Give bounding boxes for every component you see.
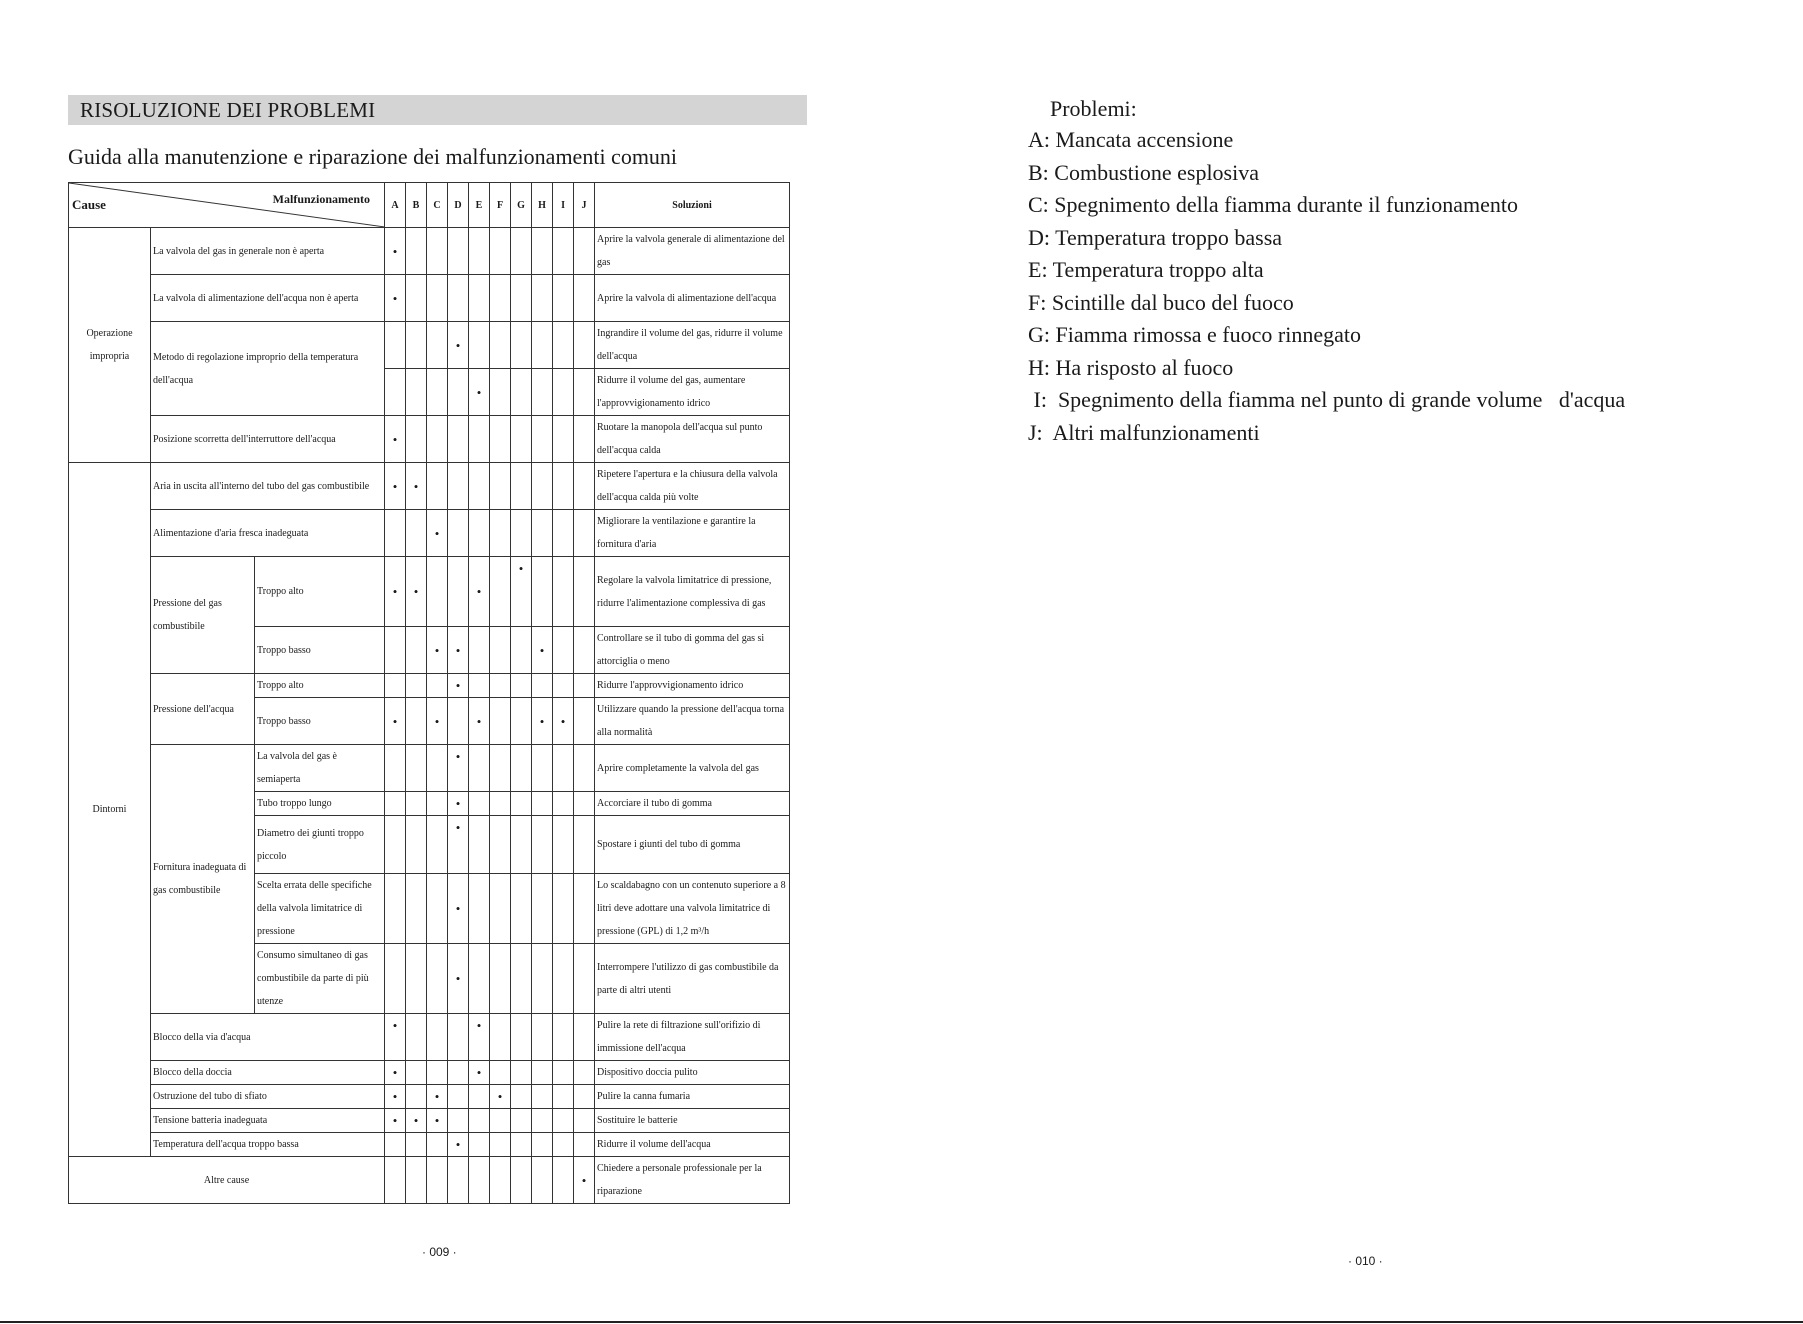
header-letter: B [406, 183, 427, 228]
header-letter: A [385, 183, 406, 228]
cause-gas-pressure: Pressione del gas combustibile [151, 557, 255, 674]
marker-dot: • [469, 1061, 490, 1085]
table-row [69, 557, 790, 627]
cause-cell: Ostruzione del tubo di sfiato [151, 1085, 385, 1109]
table-row [69, 1133, 790, 1157]
cause-water-pressure: Pressione dell'acqua [151, 674, 255, 745]
other-causes: Altre cause [69, 1157, 385, 1204]
table-row [69, 745, 790, 792]
header-solutions: Soluzioni [595, 183, 790, 228]
marker-dot: • [385, 463, 406, 510]
solution-cell: Pulire la canna fumaria [595, 1085, 790, 1109]
marker-dot: • [511, 557, 532, 627]
table-row [69, 1157, 790, 1204]
table-row [69, 322, 790, 369]
solution-cell: Ridurre il volume dell'acqua [595, 1133, 790, 1157]
subcause-cell: Troppo alto [255, 557, 385, 627]
marker-dot: • [427, 1109, 448, 1133]
marker-dot: • [469, 369, 490, 416]
subcause-cell: Troppo basso [255, 698, 385, 745]
marker-dot: • [406, 463, 427, 510]
marker-dot: • [385, 1109, 406, 1133]
marker-dot: • [385, 557, 406, 627]
subcause-cell: Troppo basso [255, 627, 385, 674]
table-header-row [69, 183, 790, 228]
table-row [69, 463, 790, 510]
marker-dot: • [532, 627, 553, 674]
solution-cell: Controllare se il tubo di gomma del gas si attorciglia o meno [595, 627, 790, 674]
marker-dot: • [385, 416, 406, 463]
problems-title: Problemi: [1050, 96, 1137, 121]
marker-dot: • [427, 698, 448, 745]
problem-item-f: F: Scintille dal buco del fuoco [1028, 289, 1294, 315]
header-letter: F [490, 183, 511, 228]
cause-cell: Temperatura dell'acqua troppo bassa [151, 1133, 385, 1157]
subcause-cell: Scelta errata delle specifiche della valvola limitatrice di pressione [255, 874, 385, 944]
marker-dot: • [574, 1157, 595, 1204]
marker-dot: • [448, 627, 469, 674]
header-diagonal-cell [69, 183, 385, 228]
solution-cell: Aprire completamente la valvola del gas [595, 745, 790, 792]
marker-dot: • [427, 510, 448, 557]
marker-dot: • [385, 698, 406, 745]
solution-cell: Chiedere a personale professionale per la riparazione [595, 1157, 790, 1204]
cause-cell: La valvola di alimentazione dell'acqua non è aperta [151, 275, 385, 322]
subcause-cell: Diametro dei giunti troppo piccolo [255, 816, 385, 874]
marker-dot: • [490, 1085, 511, 1109]
table-row [69, 1109, 790, 1133]
marker-dot: • [553, 698, 574, 745]
problem-item-g: G: Fiamma rimossa e fuoco rinnegato [1028, 322, 1361, 347]
bottom-rule [0, 1321, 1803, 1323]
subcause-cell: Consumo simultaneo di gas combustibile da parte di più utenze [255, 944, 385, 1014]
table-row [69, 416, 790, 463]
subcause-cell: La valvola del gas è semiaperta [255, 745, 385, 792]
solution-cell: Spostare i giunti del tubo di gomma [595, 816, 790, 874]
table-row [69, 510, 790, 557]
problem-item-c: C: Spegnimento della fiamma durante il funzionamento [1028, 192, 1518, 217]
solution-cell: Accorciare il tubo di gomma [595, 792, 790, 816]
right-page [1028, 94, 1625, 449]
solution-cell: Ingrandire il volume del gas, ridurre il volume dell'acqua [595, 322, 790, 369]
page-number-right: · 010 · [1348, 1254, 1383, 1268]
cause-gas-supply: Fornitura inadeguata di gas combustibile [151, 745, 255, 1014]
marker-dot: • [448, 816, 469, 874]
header-letter: I [553, 183, 574, 228]
marker-dot: • [427, 627, 448, 674]
marker-dot: • [448, 674, 469, 698]
cause-cell: Tensione batteria inadeguata [151, 1109, 385, 1133]
section-title: RISOLUZIONE DEI PROBLEMI [68, 95, 807, 125]
marker-dot: • [448, 792, 469, 816]
header-letter: J [574, 183, 595, 228]
solution-cell: Sostituire le batterie [595, 1109, 790, 1133]
marker-dot: • [406, 557, 427, 627]
marker-dot: • [469, 1014, 490, 1061]
solution-cell: Pulire la rete di filtrazione sull'orifizio di immissione dell'acqua [595, 1014, 790, 1061]
group-surroundings: Dintorni [69, 463, 151, 1157]
cause-cell: Alimentazione d'aria fresca inadeguata [151, 510, 385, 557]
problem-item-d: D: Temperatura troppo bassa [1028, 224, 1283, 250]
header-letter: G [511, 183, 532, 228]
cause-cell: Posizione scorretta dell'interruttore dell'acqua [151, 416, 385, 463]
marker-dot: • [385, 228, 406, 275]
header-letter: D [448, 183, 469, 228]
solution-cell: Ripetere l'apertura e la chiusura della valvola dell'acqua calda più volte [595, 463, 790, 510]
header-malfunction: Malfunzionamento [272, 192, 371, 206]
solution-cell: Regolare la valvola limitatrice di pressione, ridurre l'alimentazione complessiva di gas [595, 557, 790, 627]
header-letter: E [469, 183, 490, 228]
marker-dot: • [469, 557, 490, 627]
solution-cell: Ridurre il volume del gas, aumentare l'approvvigionamento idrico [595, 369, 790, 416]
marker-dot: • [385, 1061, 406, 1085]
problem-item-j: J: Altri malfunzionamenti [1028, 419, 1260, 445]
marker-dot: • [385, 1014, 406, 1061]
marker-dot: • [406, 1109, 427, 1133]
left-page [68, 95, 808, 1197]
subcause-cell: Tubo troppo lungo [255, 792, 385, 816]
group-improper-operation: Operazione impropria [69, 228, 151, 463]
marker-dot: • [448, 874, 469, 944]
marker-dot: • [532, 698, 553, 745]
table-row [69, 275, 790, 322]
solution-cell: Ridurre l'approvvigionamento idrico [595, 674, 790, 698]
solution-cell: Ruotare la manopola dell'acqua sul punto dell'acqua calda [595, 416, 790, 463]
header-cause: Cause [72, 197, 106, 212]
table-row [69, 1085, 790, 1109]
troubleshooting-table [68, 182, 790, 1204]
marker-dot: • [448, 745, 469, 792]
table-subtitle: Guida alla manutenzione e riparazione dei malfunzionamenti comuni [68, 144, 678, 169]
marker-dot: • [385, 275, 406, 322]
table-row [69, 674, 790, 698]
cause-cell: Blocco della doccia [151, 1061, 385, 1085]
marker-dot: • [448, 322, 469, 369]
solution-cell: Dispositivo doccia pulito [595, 1061, 790, 1085]
cause-cell: Aria in uscita all'interno del tubo del gas combustibile [151, 463, 385, 510]
solution-cell: Migliorare la ventilazione e garantire la fornitura d'aria [595, 510, 790, 557]
cause-cell: La valvola del gas in generale non è aperta [151, 228, 385, 275]
solution-cell: Interrompere l'utilizzo di gas combustibile da parte di altri utenti [595, 944, 790, 1014]
solution-cell: Aprire la valvola generale di alimentazione del gas [595, 228, 790, 275]
marker-dot: • [448, 944, 469, 1014]
solution-cell: Utilizzare quando la pressione dell'acqua torna alla normalità [595, 698, 790, 745]
table-row [69, 1061, 790, 1085]
problem-item-i: I: Spegnimento della fiamma nel punto di grande volume d'acqua [1028, 387, 1626, 412]
solution-cell: Lo scaldabagno con un contenuto superiore a 8 litri deve adottare una valvola limitatrice di pressione (GPL) di 1,2 m³/h [595, 874, 790, 944]
marker-dot: • [427, 1085, 448, 1109]
header-letter: H [532, 183, 553, 228]
marker-dot: • [385, 1085, 406, 1109]
problem-item-a: A: Mancata accensione [1028, 127, 1234, 152]
problem-item-h: H: Ha risposto al fuoco [1028, 354, 1234, 380]
marker-dot: • [469, 698, 490, 745]
subcause-cell: Troppo alto [255, 674, 385, 698]
marker-dot: • [448, 1133, 469, 1157]
problem-item-b: B: Combustione esplosiva [1028, 159, 1259, 185]
header-letter: C [427, 183, 448, 228]
table-row [69, 1014, 790, 1061]
problem-item-e: E: Temperatura troppo alta [1028, 257, 1264, 282]
table-row [69, 228, 790, 275]
cause-cell: Blocco della via d'acqua [151, 1014, 385, 1061]
solution-cell: Aprire la valvola di alimentazione dell'acqua [595, 275, 790, 322]
page-number-left: · 009 · [422, 1245, 457, 1259]
cause-cell: Metodo di regolazione improprio della temperatura dell'acqua [151, 322, 385, 416]
